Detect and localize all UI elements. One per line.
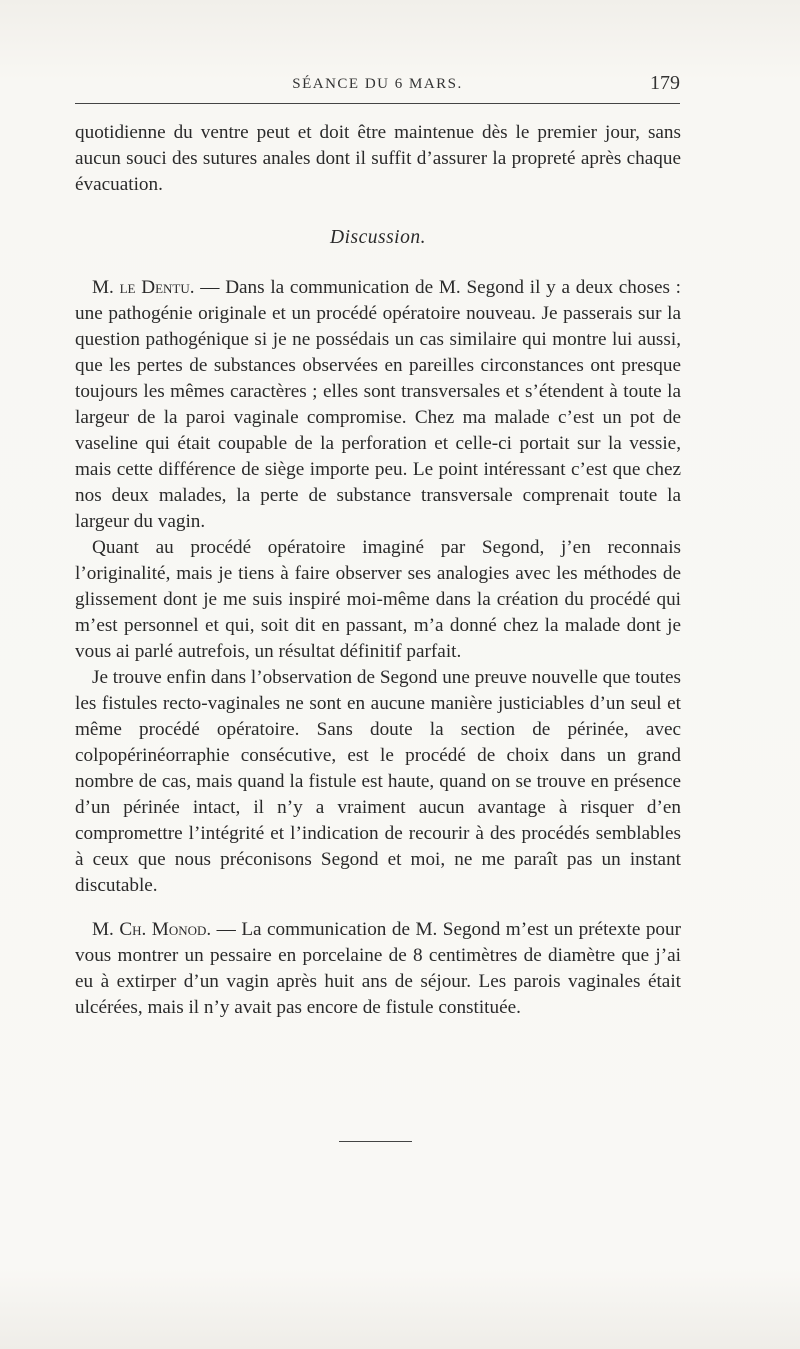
header-rule — [75, 103, 680, 104]
paragraph-observation: Je trouve enfin dans l’observation de Segond une preuve nouvelle que toutes les fistules recto-vaginales ne sont en aucune manière justiciables d’un seul et même procédé opératoire. Sans doute la section de périnée, avec colpopérinéorraphie consécutive, est le procédé de choix dans un grand nombre de cas, mais quand la fistule est haute, quand on se trouve en présence d’un périnée intact, il n’y a vraiment aucun avantage à risquer d’en compromettre l’intégrité et l’indication de recourir à des procédés semblables à ceux que nous préconisons Segond et moi, ne me paraît pas un instant discutable. — [75, 667, 681, 896]
paragraph-le-dentu — [75, 275, 681, 535]
speaker-prefix: M. — [92, 919, 120, 940]
speaker-name: Ch. Monod — [119, 919, 207, 940]
paragraph-monod — [75, 917, 681, 1021]
speaker-prefix: M. — [92, 277, 120, 298]
section-title-discussion: Discussion. — [330, 227, 426, 248]
page-number: 179 — [650, 72, 680, 94]
speaker-name: Dentu — [141, 277, 190, 298]
paragraph-text: . — La communication de M. Segond m’est un prétexte pour vous montrer un pessaire en porcelaine de 8 centimètres de diamètre que j’ai eu à extirper d’un vagin après huit ans de séjour. Les parois vaginales était ulcérées, mais il n’y avait pas encore de fistule constituée. — [75, 919, 681, 1018]
paragraph-procede: Quant au procédé opératoire imaginé par Segond, j’en reconnais l’originalité, mais je tiens à faire observer ses analogies avec les méthodes de glissement dont je me suis inspiré moi-même dans la création du procédé qui m’est personnel et qui, soit dit en passant, m’a donné chez la malade dont je vous ai parlé autrefois, un résultat définitif parfait. — [75, 537, 681, 662]
page-header — [75, 70, 680, 98]
running-title: SÉANCE DU 6 MARS. — [292, 76, 463, 92]
end-rule — [339, 1141, 412, 1142]
body-text — [75, 120, 681, 1021]
paragraph-text: . — Dans la communication de M. Segond il y a deux choses : une pathogénie originale et un procédé opératoire nouveau. Je passerais sur la question pathogénique si je ne possédais un cas similaire qui montre lui aussi, que les pertes de substances observées en pareilles circonstances ont presque toujours les mêmes caractères ; elles sont transversales et s’étendent à toute la largeur de la paroi vaginale compromise. Chez ma malade c’est un pot de vaseline qui était coupable de la perforation et celle-ci portait sur la vessie, mais cette différence de siège importe peu. Le point intéressant c’est que chez nos deux malades, la perte de substance transversale comprenait toute la largeur du vagin. — [75, 277, 681, 532]
paragraph-continuation: quotidienne du ventre peut et doit être maintenue dès le premier jour, sans aucun souci des sutures anales dont il suffit d’assurer la propreté après chaque évacuation. — [75, 122, 681, 195]
speaker-particle: le — [119, 277, 142, 298]
